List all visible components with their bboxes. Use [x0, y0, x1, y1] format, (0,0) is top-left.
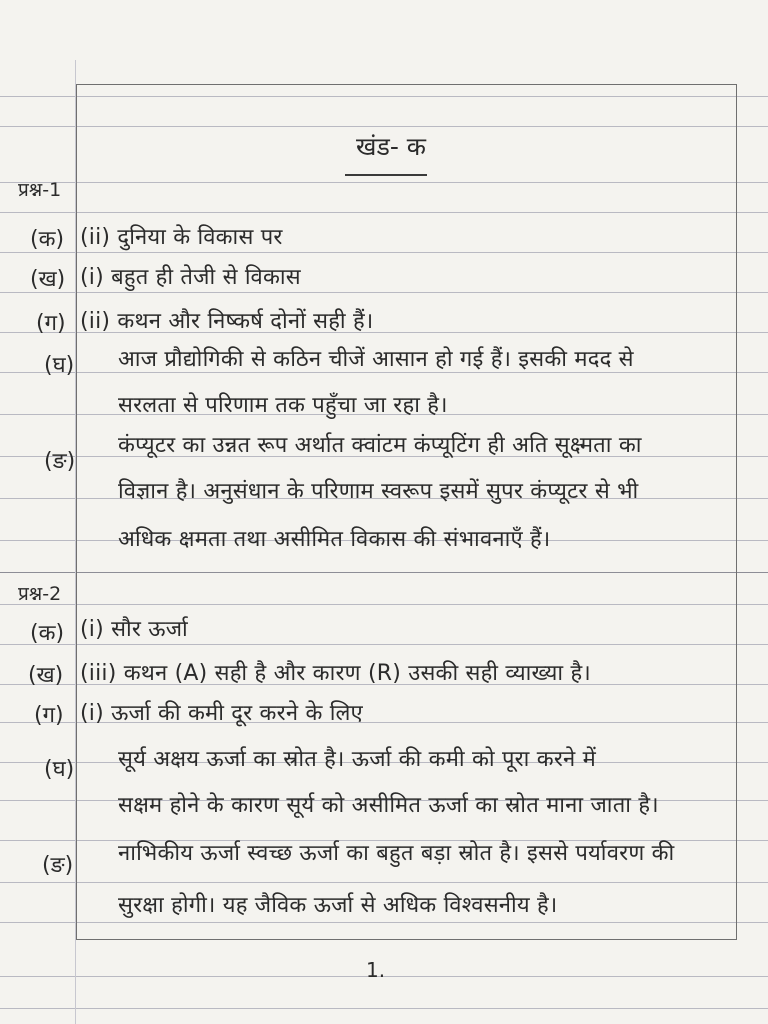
- title-underline: [345, 174, 427, 176]
- answer-line: नाभिकीय ऊर्जा स्वच्छ ऊर्जा का बहुत बड़ा स्रोत है। इससे पर्यावरण की: [118, 841, 675, 866]
- answer-line: (i) बहुत ही तेजी से विकास: [80, 265, 301, 290]
- answer-line: विज्ञान है। अनुसंधान के परिणाम स्वरूप इसमें सुपर कंप्यूटर से भी: [118, 479, 639, 504]
- answer-part-label: (क): [30, 621, 65, 646]
- answer-line: सरलता से परिणाम तक पहुँचा जा रहा है।: [118, 393, 448, 418]
- answer-part-label: (ङ): [44, 449, 76, 474]
- answer-part-label: (ख): [28, 663, 64, 688]
- answer-part-label: (ग): [34, 703, 64, 728]
- answer-part-label: (क): [30, 227, 65, 252]
- answer-part-label: (ख): [30, 267, 66, 292]
- answer-line: अधिक क्षमता तथा असीमित विकास की संभावनाएँ हैं।: [118, 527, 551, 552]
- answer-line: (ii) कथन और निष्कर्ष दोनों सही हैं।: [80, 309, 374, 334]
- answer-part-label: (घ): [44, 757, 75, 782]
- answer-line: (i) ऊर्जा की कमी दूर करने के लिए: [80, 701, 363, 726]
- answer-part-label: (ङ): [42, 853, 74, 878]
- answer-line: आज प्रौद्योगिकी से कठिन चीजें आसान हो गई हैं। इसकी मदद से: [118, 347, 634, 372]
- question-label: प्रश्न-1: [18, 179, 62, 201]
- answer-line: (ii) दुनिया के विकास पर: [80, 225, 283, 250]
- answer-line: सुरक्षा होगी। यह जैविक ऊर्जा से अधिक विश्वसनीय है।: [118, 893, 558, 918]
- answer-line: सूर्य अक्षय ऊर्जा का स्रोत है। ऊर्जा की कमी को पूरा करने में: [118, 747, 597, 772]
- section-title: खंड- क: [356, 132, 426, 161]
- ruled-line: [0, 1008, 768, 1009]
- answer-line: कंप्यूटर का उन्नत रूप अर्थात क्वांटम कंप्यूटिंग ही अति सूक्ष्मता का: [118, 433, 642, 458]
- answer-line: (iii) कथन (A) सही है और कारण (R) उसकी सही व्याख्या है।: [80, 661, 591, 686]
- answer-part-label: (ग): [36, 311, 66, 336]
- answer-part-label: (घ): [44, 353, 75, 378]
- answer-line: (i) सौर ऊर्जा: [80, 617, 188, 642]
- answer-line: सक्षम होने के कारण सूर्य को असीमित ऊर्जा का स्रोत माना जाता है।: [118, 793, 659, 818]
- page-number: 1.: [366, 958, 386, 982]
- question-label: प्रश्न-2: [18, 583, 62, 605]
